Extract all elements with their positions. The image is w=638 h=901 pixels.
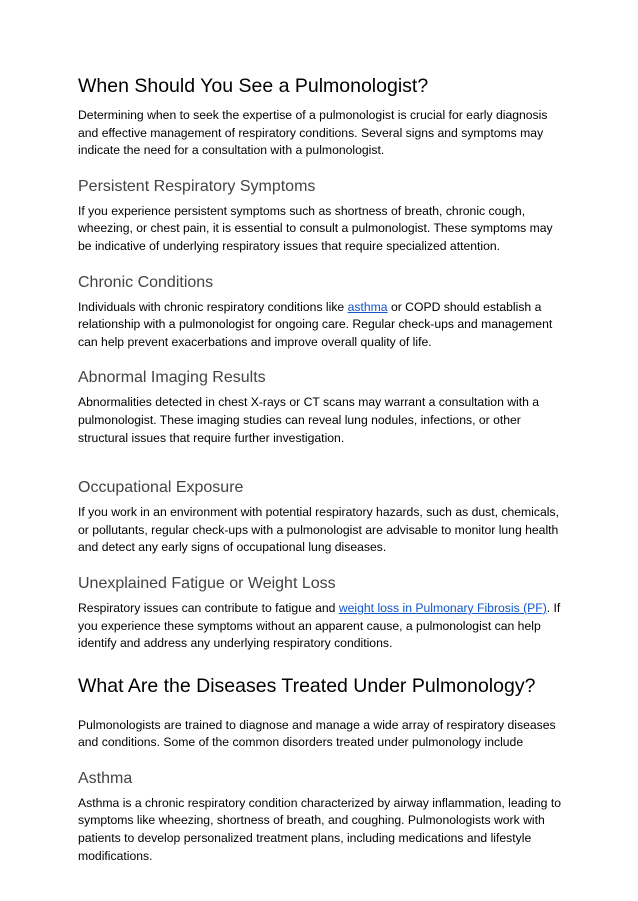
section-persistent-symptoms <box>78 176 566 256</box>
paragraph-chronic-conditions <box>78 299 566 352</box>
section-occupational-exposure <box>78 477 566 557</box>
text-run: . If you experience these symptoms without an apparent cause, a pulmonologist can help identify and address any underlying respiratory conditions. <box>78 600 561 651</box>
weight-loss-pf-link[interactable]: weight loss in Pulmonary Fibrosis (PF) <box>338 600 547 615</box>
section-fatigue-weight-loss <box>78 573 566 653</box>
text-run: Respiratory issues can contribute to fatigue and <box>78 600 339 615</box>
paragraph-abnormal-imaging: Abnormalities detected in chest X-rays or CT scans may warrant a consultation with a pulmonologist. These imaging studies can reveal lung nodules, infections, or other structural issues that require further investigation. <box>78 395 540 445</box>
paragraph-asthma: Asthma is a chronic respiratory condition characterized by airway inflammation, leading to symptoms like wheezing, shortness of breath, and coughing. Pulmonologists work with patients to develop personalized treatment plans, including medications and lifestyle modifications. <box>78 795 561 863</box>
section-abnormal-imaging <box>78 367 566 447</box>
heading-diseases-treated: What Are the Diseases Treated Under Pulmonology? <box>78 674 536 697</box>
section-chronic-conditions <box>78 272 566 352</box>
intro-paragraph-diseases: Pulmonologists are trained to diagnose and manage a wide array of respiratory diseases and conditions. Some of the common disorders treated under pulmonology include <box>78 717 556 750</box>
subheading-chronic-conditions: Chronic Conditions <box>78 273 214 291</box>
asthma-link[interactable]: asthma <box>347 299 388 314</box>
text-run: Individuals with chronic respiratory conditions like <box>78 299 348 314</box>
subheading-asthma: Asthma <box>78 769 133 787</box>
section-asthma <box>78 768 566 865</box>
paragraph-persistent-symptoms: If you experience persistent symptoms such as shortness of breath, chronic cough, wheezing, or chest pain, it is essential to consult a pulmonologist. These symptoms may be indicative of underlying respiratory issues that require specialized attention. <box>78 203 553 253</box>
text-run: or COPD should establish a relationship with a pulmonologist for ongoing care. Regular check-ups and management can help prevent exacerbations and improve overall quality of life. <box>78 299 553 349</box>
paragraph-occupational-exposure: If you work in an environment with potential respiratory hazards, such as dust, chemicals, or pollutants, regular check-ups with a pulmonologist are advisable to monitor lung health and detect any early signs of occupational lung diseases. <box>78 505 559 555</box>
subheading-occupational-exposure: Occupational Exposure <box>78 479 244 497</box>
intro-paragraph: Determining when to seek the expertise of a pulmonologist is crucial for early diagnosis and effective management of respiratory conditions. Several signs and symptoms may indicate the need for a consultation with a pulmonologist. <box>78 108 548 158</box>
subheading-persistent-symptoms: Persistent Respiratory Symptoms <box>78 177 316 195</box>
subheading-abnormal-imaging: Abnormal Imaging Results <box>78 369 266 387</box>
heading-when-to-see: When Should You See a Pulmonologist? <box>78 75 429 97</box>
paragraph-fatigue-weight-loss <box>78 600 566 653</box>
subheading-fatigue-weight-loss: Unexplained Fatigue or Weight Loss <box>78 574 336 592</box>
